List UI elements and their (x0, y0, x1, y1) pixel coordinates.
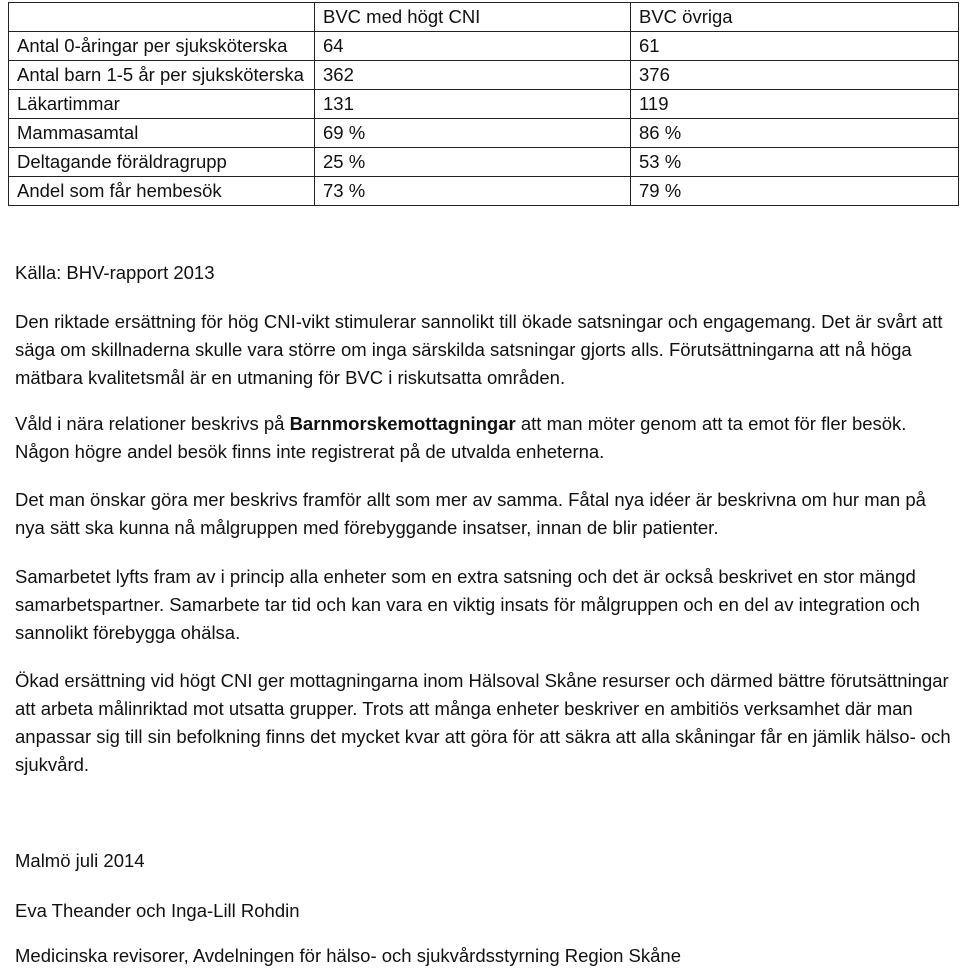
header-cell-high-cni: BVC med högt CNI (315, 3, 631, 32)
paragraph-collaboration: Samarbetet lyfts fram av i princip alla enheter som en extra satsning och det är också beskrivet en stor mängd samarbetspartner. Samarbete tar tid och kan vara en viktig insats för målgruppen och en del av integration och sannolikt förebygga ohälsa. (15, 566, 920, 643)
comparison-table (8, 2, 959, 206)
paragraph-violence-end: att man möter genom att ta emot för fler besök. Någon högre andel besök finns inte registrerat på de utvalda enheterna. (15, 413, 907, 462)
value-other: 61 (631, 32, 959, 61)
value-other: 79 % (631, 177, 959, 206)
table-row (9, 148, 959, 177)
signature-title: Medicinska revisorer, Avdelningen för hälso- och sjukvårdsstyrning Region Skåne (15, 945, 682, 966)
header-cell-empty (9, 3, 315, 32)
row-label: Mammasamtal (9, 119, 315, 148)
row-label: Antal 0-åringar per sjuksköterska (9, 32, 315, 61)
table-row (9, 177, 959, 206)
table-source: Källa: BHV-rapport 2013 (15, 262, 215, 283)
row-label: Andel som får hembesök (9, 177, 315, 206)
value-high-cni: 69 % (315, 119, 631, 148)
header-cell-other: BVC övriga (631, 3, 959, 32)
value-other: 53 % (631, 148, 959, 177)
value-other: 376 (631, 61, 959, 90)
value-high-cni: 131 (315, 90, 631, 119)
table-row (9, 32, 959, 61)
value-other: 86 % (631, 119, 959, 148)
paragraph-violence (15, 410, 955, 466)
value-high-cni: 73 % (315, 177, 631, 206)
paragraph-wishes: Det man önskar göra mer beskrivs framför allt som mer av samma. Fåtal nya idéer är beskrivna om hur man på nya sätt ska kunna nå målgruppen med förebyggande insatser, innan de blir patienter. (15, 489, 926, 538)
paragraph-violence-start: Våld i nära relationer beskrivs på (15, 413, 290, 434)
table-header-row (9, 3, 959, 32)
signature-place-date: Malmö juli 2014 (15, 850, 145, 871)
row-label: Antal barn 1-5 år per sjuksköterska (9, 61, 315, 90)
row-label: Deltagande föräldragrupp (9, 148, 315, 177)
paragraph-cni-compensation: Den riktade ersättning för hög CNI-vikt stimulerar sannolikt till ökade satsningar och engagemang. Det är svårt att säga om skillnaderna skulle vara större om inga särskilda satsningar gjorts alls. Förutsättningarna att nå höga mätbara kvalitetsmål är en utmaning för BVC i riskutsatta områden. (15, 311, 943, 388)
value-high-cni: 362 (315, 61, 631, 90)
value-high-cni: 64 (315, 32, 631, 61)
table-row (9, 90, 959, 119)
paragraph-conclusion: Ökad ersättning vid högt CNI ger mottagningarna inom Hälsoval Skåne resurser och därmed bättre förutsättningar att arbeta målinriktad mot utsatta grupper. Trots att många enheter beskriver en ambitiös verksamhet där man anpassar sig till sin befolkning finns det mycket kvar att göra för att säkra att alla skåningar får en jämlik hälso- och sjukvård. (15, 670, 951, 775)
paragraph-violence-emphasis: Barnmorskemottagningar (289, 413, 516, 434)
row-label: Läkartimmar (9, 90, 315, 119)
value-other: 119 (631, 90, 959, 119)
table-row (9, 119, 959, 148)
signature-authors: Eva Theander och Inga-Lill Rohdin (15, 900, 300, 921)
table-row (9, 61, 959, 90)
value-high-cni: 25 % (315, 148, 631, 177)
